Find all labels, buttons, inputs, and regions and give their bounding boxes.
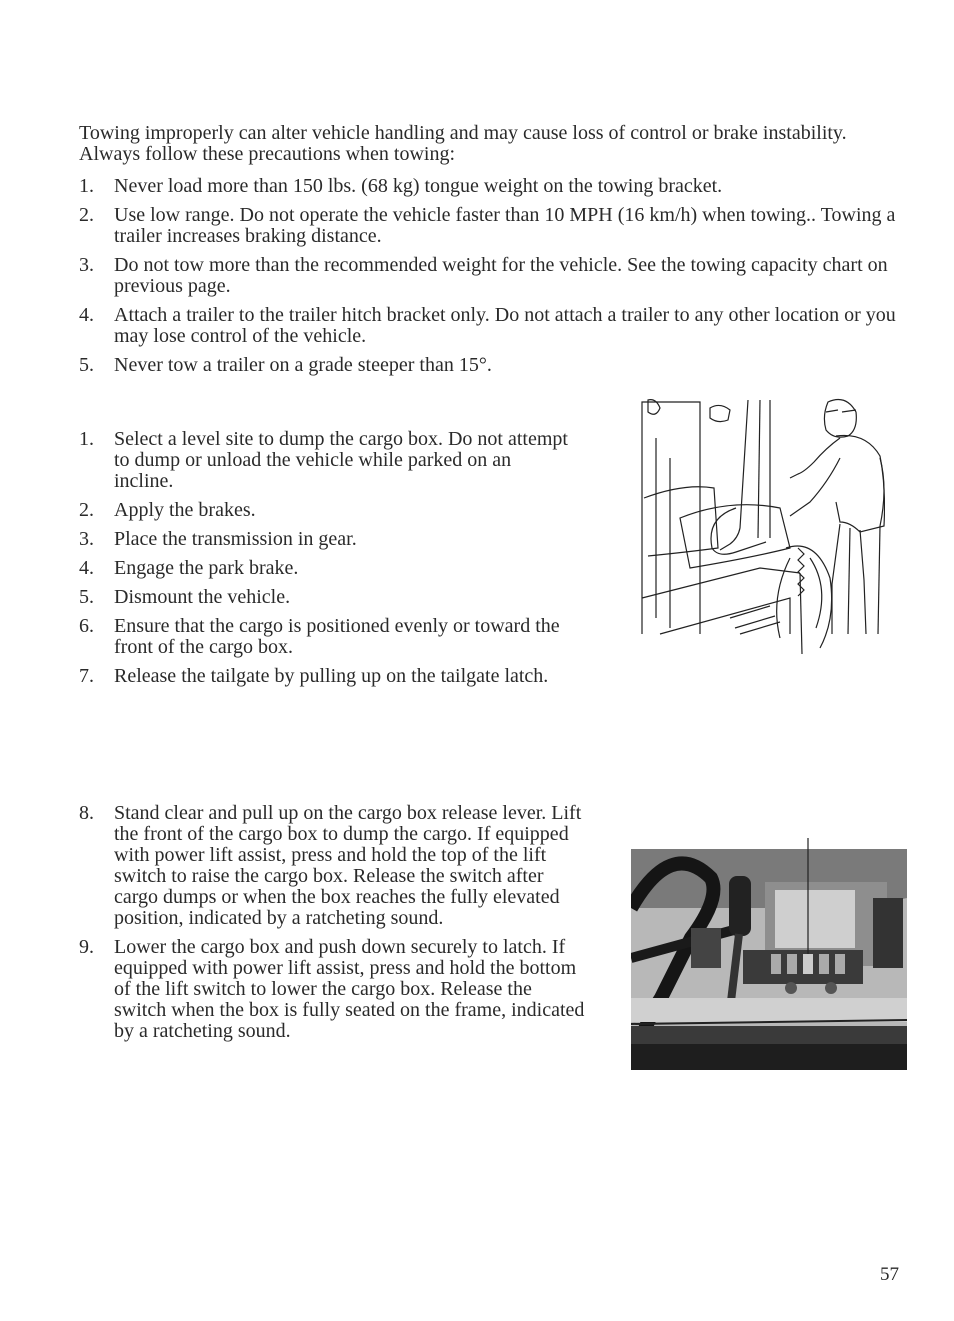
list-item: [79, 176, 909, 197]
item-number: 1.: [79, 175, 94, 197]
item-text: Dismount the vehicle.: [114, 586, 291, 608]
item-text: Stand clear and pull up on the cargo box release lever. Lift the front of the cargo box to dump the cargo. If equipped with power lift assist, press and hold the top of the lift switch to raise the cargo box. Release the switch after cargo dumps or when the box reaches the fully elevated position, indicated by a ratcheting sound.: [114, 802, 582, 929]
item-text: Use low range. Do not operate the vehicle faster than 10 MPH (16 km/h) when towing.. Towing a trailer increases braking distance.: [114, 204, 896, 247]
dashboard-lift-switch-photo: [631, 838, 907, 1070]
list-item: [79, 255, 909, 297]
tailgate-latch-illustration: [640, 398, 885, 654]
dumping-steps-list: [79, 429, 569, 695]
item-text: Lower the cargo box and push down securely to latch. If equipped with power lift assist, press and hold the bottom of the lift switch to lower the cargo box. Release the switch when the box is fully seated on the frame, indicated by a ratcheting sound.: [114, 936, 585, 1042]
list-item: [79, 803, 589, 929]
item-number: 4.: [79, 304, 94, 326]
item-number: 5.: [79, 354, 94, 376]
towing-precautions-list: [79, 176, 909, 384]
item-text: Never load more than 150 lbs. (68 kg) tongue weight on the towing bracket.: [114, 175, 723, 197]
item-number: 3.: [79, 254, 94, 276]
list-item: [79, 616, 569, 658]
item-number: 7.: [79, 665, 94, 687]
page-number: 57: [880, 1264, 899, 1285]
list-item: [79, 558, 569, 579]
list-item: [79, 429, 569, 492]
list-item: [79, 205, 909, 247]
item-text: Do not tow more than the recommended weight for the vehicle. See the towing capacity chart on previous page.: [114, 254, 888, 297]
item-number: 3.: [79, 528, 94, 550]
item-text: Ensure that the cargo is positioned evenly or toward the front of the cargo box.: [114, 615, 560, 658]
item-text: Apply the brakes.: [114, 499, 256, 521]
item-number: 1.: [79, 428, 94, 450]
towing-intro: Towing improperly can alter vehicle handling and may cause loss of control or brake instability. Always follow these precautions when towing:: [79, 122, 847, 165]
list-item: [79, 305, 909, 347]
cargo-lift-steps-list: [79, 803, 589, 1050]
item-number: 2.: [79, 499, 94, 521]
item-number: 4.: [79, 557, 94, 579]
item-number: 5.: [79, 586, 94, 608]
item-text: Select a level site to dump the cargo box. Do not attempt to dump or unload the vehicle while parked on an incline.: [114, 428, 568, 492]
list-item: [79, 666, 569, 687]
item-number: 6.: [79, 615, 94, 637]
item-text: Attach a trailer to the trailer hitch bracket only. Do not attach a trailer to any other location or you may lose control of the vehicle.: [114, 304, 896, 347]
item-text: Engage the park brake.: [114, 557, 299, 579]
item-text: Place the transmission in gear.: [114, 528, 357, 550]
item-text: Never tow a trailer on a grade steeper than 15°.: [114, 354, 492, 376]
item-number: 9.: [79, 936, 94, 958]
item-number: 2.: [79, 204, 94, 226]
list-item: [79, 587, 569, 608]
list-item: [79, 500, 569, 521]
item-text: Release the tailgate by pulling up on the tailgate latch.: [114, 665, 549, 687]
list-item: [79, 355, 909, 376]
list-item: [79, 529, 569, 550]
item-number: 8.: [79, 802, 94, 824]
list-item: [79, 937, 589, 1042]
